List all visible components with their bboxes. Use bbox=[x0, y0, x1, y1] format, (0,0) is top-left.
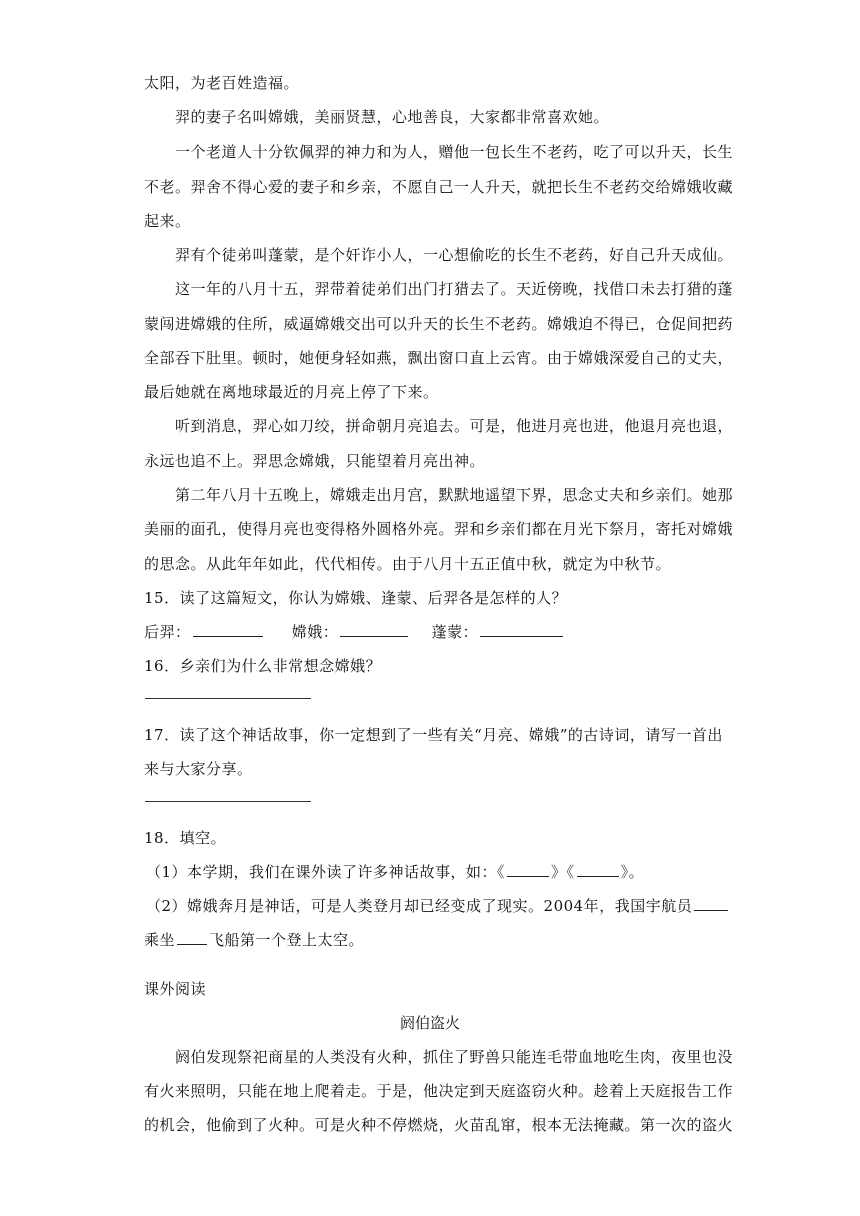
question-18: 18．填空。 bbox=[144, 829, 227, 847]
fill-blank[interactable] bbox=[507, 862, 549, 877]
answer-blank-pengmeng[interactable] bbox=[480, 622, 563, 637]
passage-line: 有火来照明，只能在地上爬着走。于是，他决定到天庭盗窃火种。趁着上天庭报告工作 bbox=[144, 1082, 734, 1100]
story-line: 羿有个徒弟叫蓬蒙，是个奸诈小人，一心想偷吃的长生不老药，好自己升天成仙。 bbox=[175, 246, 734, 264]
answer-label-houyi: 后羿： bbox=[144, 623, 191, 641]
question-18-1: （1）本学期，我们在课外读了许多神话故事，如：《 》《 》。 bbox=[146, 863, 645, 881]
story-line: 永远也追不上。羿思念嫦娥，只能望着月亮出神。 bbox=[144, 452, 486, 470]
question-17-line: 来与大家分享。 bbox=[144, 760, 253, 778]
answer-blank-change[interactable] bbox=[340, 622, 408, 637]
fill-blank[interactable] bbox=[577, 862, 619, 877]
question-18-2-line: （2）嫦娥奔月是神话，可是人类登月却已经变成了现实。2004年，我国宇航员 bbox=[146, 895, 730, 916]
answer-label-change: 嫦娥： bbox=[291, 623, 339, 641]
question-15: 15．读了这篇短文，你认为嫦娥、逢蒙、后羿各是怎样的人？ bbox=[144, 589, 568, 607]
question-18-2-line: 乘坐 飞船第一个登上太空。 bbox=[144, 931, 365, 949]
story-line: 的思念。从此年年如此，代代相传。由于八月十五正值中秋，就定为中秋节。 bbox=[144, 555, 672, 573]
answer-line-17[interactable] bbox=[145, 801, 311, 802]
fill-blank[interactable] bbox=[694, 896, 728, 911]
story-line: 不老。羿舍不得心爱的妻子和乡亲，不愿自己一人升天，就把长生不老药交给嫦娥收藏 bbox=[144, 178, 734, 196]
story-line: 全部吞下肚里。顿时，她便身轻如燕，飘出窗口直上云宵。由于嫦娥深爱自己的丈夫， bbox=[144, 349, 734, 367]
fill-blank[interactable] bbox=[177, 930, 207, 945]
answer-blank-houyi[interactable] bbox=[193, 622, 263, 637]
question-17-line: 17．读了这个神话故事，你一定想到了一些有关“月亮、嫦娥”的古诗词，请写一首出 bbox=[144, 726, 723, 744]
question-16: 16．乡亲们为什么非常想念嫦娥？ bbox=[144, 657, 382, 675]
question-15-answers bbox=[144, 621, 565, 642]
story-line: 听到消息，羿心如刀绞，拼命朝月亮追去。可是，他进月亮也进，他退月亮也退， bbox=[175, 417, 734, 435]
passage-title: 阏伯盗火 bbox=[399, 1014, 460, 1032]
passage-line: 的机会，他偷到了火种。可是火种不停燃烧，火苗乱窜，根本无法掩藏。第一次的盗火 bbox=[144, 1116, 734, 1134]
story-line: 第二年八月十五晚上，嫦娥走出月宫，默默地遥望下界，思念丈夫和乡亲们。她那 bbox=[175, 486, 734, 504]
answer-label-pengmeng: 蓬蒙： bbox=[431, 623, 479, 641]
story-line: 起来。 bbox=[144, 212, 191, 230]
story-line: 蒙闯进嫦娥的住所，威逼嫦娥交出可以升天的长生不老药。嫦娥迫不得已，仓促间把药 bbox=[144, 315, 734, 333]
section-heading: 课外阅读 bbox=[144, 980, 207, 998]
story-line: 这一年的八月十五，羿带着徒弟们出门打猎去了。天近傍晚，找借口未去打猎的蓬 bbox=[175, 280, 734, 298]
passage-line: 阏伯发现祭祀商星的人类没有火种，抓住了野兽只能连毛带血地吃生肉，夜里也没 bbox=[175, 1048, 734, 1066]
story-line: 羿的妻子名叫嫦娥，美丽贤慧，心地善良，大家都非常喜欢她。 bbox=[175, 108, 610, 126]
story-line: 美丽的面孔，使得月亮也变得格外圆格外亮。羿和乡亲们都在月光下祭月，寄托对嫦娥 bbox=[144, 520, 734, 538]
story-line: 一个老道人十分钦佩羿的神力和为人，赠他一包长生不老药，吃了可以升天，长生 bbox=[175, 143, 734, 161]
story-line: 太阳，为老百姓造福。 bbox=[144, 74, 300, 92]
answer-line-16[interactable] bbox=[145, 698, 311, 699]
story-line: 最后她就在离地球最近的月亮上停了下来。 bbox=[144, 383, 439, 401]
